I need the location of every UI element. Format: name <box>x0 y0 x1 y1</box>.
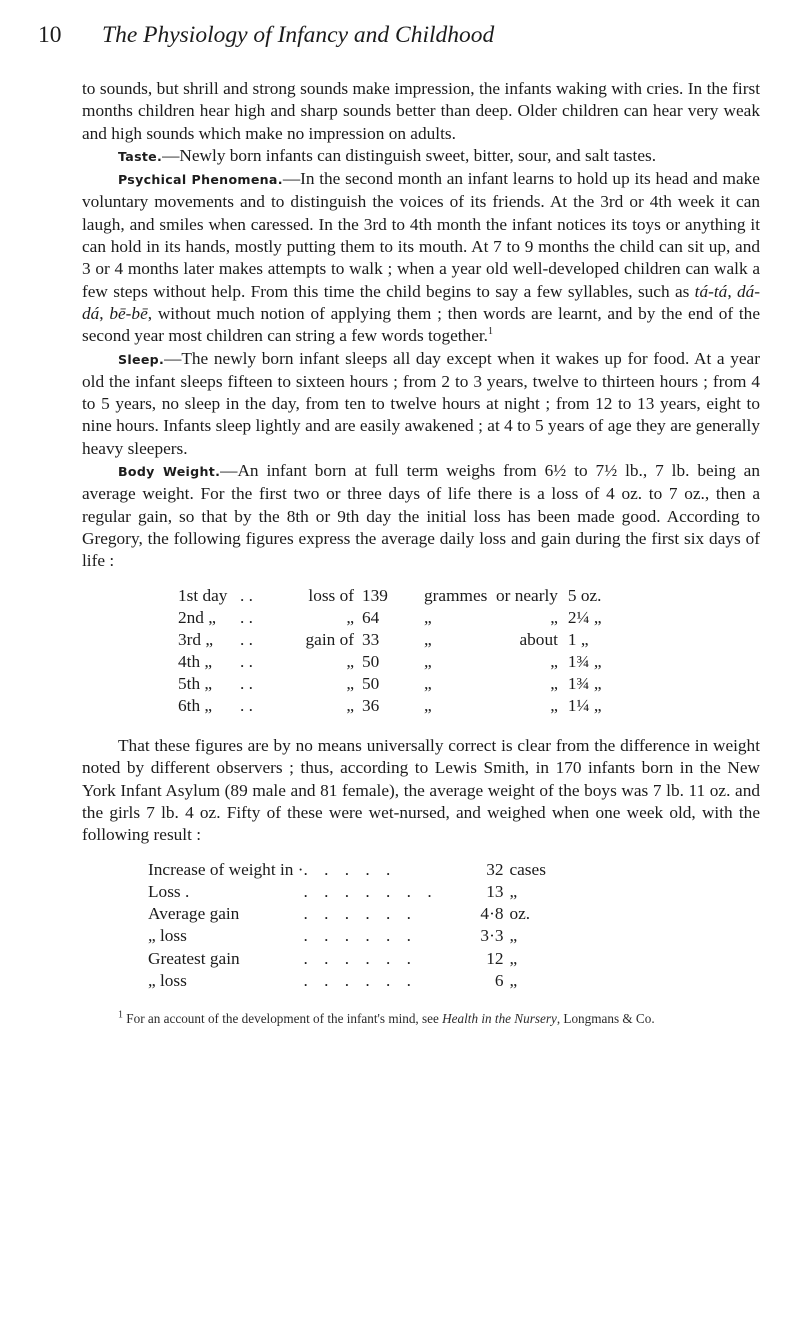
grammes-value: 64 <box>362 607 380 627</box>
change-label: „ <box>346 607 354 627</box>
table-row <box>178 585 608 607</box>
day-cell: 4th „ <box>178 651 213 671</box>
result-value: 6 <box>494 971 504 991</box>
result-label: Increase of weight in · <box>148 859 304 879</box>
result-unit: oz. <box>509 904 531 924</box>
table-row <box>178 629 608 651</box>
grammes-value: 36 <box>362 696 380 715</box>
day-cell: 5th „ <box>178 673 213 693</box>
leader-dots: . . . . . . <box>303 904 417 924</box>
paragraph-hearing: to sounds, but shrill and strong sounds make impression, the infants waking with cries. In the first months children hear high and sharp sounds better than deep. Older children can hear very weak and high sounds which make no impression on adults. <box>82 79 760 143</box>
ounces-value: 5 oz. <box>567 585 602 605</box>
result-unit: „ <box>509 926 518 946</box>
leader-dots: . . . . . . <box>303 948 417 968</box>
side-heading-sleep: Sleep. <box>118 351 165 367</box>
syllable-ta-ta: tá-tá <box>694 281 728 301</box>
change-label: „ <box>346 696 354 715</box>
change-label: „ <box>346 673 354 693</box>
leader-dots: . . . . . . <box>303 971 417 991</box>
wet-nursed-result-table <box>148 859 569 993</box>
grammes-value: 33 <box>362 629 380 649</box>
ounces-value: 1¼ „ <box>567 696 602 715</box>
leader-dots: . . . . . <box>303 859 397 879</box>
grammes-unit: „ <box>424 651 432 671</box>
leader-dots: . . . . . . . <box>303 881 438 901</box>
approx-label: „ <box>550 696 558 715</box>
side-heading-body-weight: Body Weight. <box>118 464 221 480</box>
footnote-reference: 1 <box>487 326 493 338</box>
footnote-publisher: , Longmans & Co. <box>556 1011 655 1027</box>
sleep-text: —The newly born infant sleeps all day except when it wakes up for food. At a year old the infant sleeps fifteen to sixteen hours ; from 2 to 3 years, twelve to thirteen hours ; from 4 to 5 years, no sleep in the day, from ten to twelve hours at night ; from 12 to 13 years, eight to nine hours. Infants sleep lightly and are easily awakened ; at 4 to 5 years of age they are generally heavy sleepers. <box>82 348 760 458</box>
result-label: Loss . <box>148 881 190 901</box>
leader-dots: . . <box>240 607 253 627</box>
ounces-value: 2¼ „ <box>567 607 602 627</box>
running-header <box>38 20 760 50</box>
approx-label: „ <box>550 673 558 693</box>
taste-text: —Newly born infants can distinguish sweet, bitter, sour, and salt tastes. <box>162 145 657 165</box>
syllable-separator: , <box>99 303 110 323</box>
approx-label: or nearly <box>496 585 558 605</box>
footnote-book-title: Health in the Nursery <box>442 1011 557 1027</box>
day-cell: 3rd „ <box>178 629 214 649</box>
change-label: loss of <box>308 585 354 605</box>
approx-label: „ <box>550 651 558 671</box>
day-cell: 6th „ <box>178 696 213 715</box>
table-row <box>148 970 569 992</box>
side-heading-psychical: Psychical Phenomena. <box>118 172 283 188</box>
result-label: „ loss <box>148 926 187 946</box>
leader-dots: . . <box>240 585 253 605</box>
page-number: 10 <box>38 22 62 48</box>
result-value: 12 <box>486 948 504 968</box>
result-label: Greatest gain <box>148 948 240 968</box>
running-title: The Physiology of Infancy and Childhood <box>102 22 495 48</box>
body-weight-text: —An infant born at full term weighs from 6½ to 7½ lb., 7 lb. being an average weight. For the first two or three days of life there is a loss of 4 oz. to 7 oz., then a regular gain, so that by the 8th or 9th day the initial loss has been made good. According to Gregory, the following figures express the average daily loss and gain during the first six days of life : <box>82 461 760 571</box>
result-unit: „ <box>509 971 518 991</box>
paragraph-taste <box>82 145 760 168</box>
leader-dots: . . . . . . <box>303 926 417 946</box>
grammes-unit: „ <box>424 673 432 693</box>
day-cell: 2nd „ <box>178 607 216 627</box>
approx-label: „ <box>550 607 558 627</box>
change-label: gain of <box>305 629 354 649</box>
result-value: 4·8 <box>480 904 504 924</box>
table-row <box>148 859 569 881</box>
change-label: „ <box>346 651 354 671</box>
result-value: 3·3 <box>480 926 504 946</box>
day-cell: 1st day <box>178 585 228 605</box>
syllable-da-da: dá-dá <box>82 281 761 323</box>
ounces-value: 1¾ „ <box>567 673 602 693</box>
result-value: 13 <box>486 881 504 901</box>
table-row <box>148 903 569 925</box>
table-row <box>178 651 608 673</box>
result-unit: „ <box>509 881 518 901</box>
ounces-value: 1¾ „ <box>567 651 602 671</box>
leader-dots: . . <box>240 629 253 649</box>
approx-label: about <box>519 629 558 649</box>
grammes-unit: „ <box>424 696 432 715</box>
grammes-unit: „ <box>424 629 432 649</box>
table-row <box>178 673 608 695</box>
leader-dots: . . <box>240 651 253 671</box>
footnote <box>82 1010 760 1028</box>
paragraph-sleep <box>82 348 760 460</box>
daily-weight-table <box>178 585 608 718</box>
syllable-separator: , <box>727 281 737 301</box>
footnote-text: For an account of the development of the infant's mind, see <box>126 1011 443 1027</box>
table-row <box>178 607 608 629</box>
table-row <box>148 881 569 903</box>
side-heading-taste: Taste. <box>118 148 163 164</box>
result-value: 32 <box>486 859 504 879</box>
psychical-text-2: , without much notion of applying them ; then words are learnt, and by the end of the second year most children can string a few words together. <box>82 303 760 346</box>
table-row <box>148 925 569 947</box>
paragraph-psychical <box>82 168 760 347</box>
result-unit: cases <box>509 859 546 879</box>
grammes-unit: „ <box>424 607 432 627</box>
leader-dots: . . <box>240 673 253 693</box>
result-label: Average gain <box>148 904 240 924</box>
ounces-value: 1 „ <box>567 629 589 649</box>
syllable-be-be: bē-bē <box>109 303 148 323</box>
grammes-value: 50 <box>362 651 380 671</box>
psychical-text-1: —In the second month an infant learns to hold up its head and make voluntary movements and to distinguish the voices of its friends. At the 3rd or 4th week it can laugh, and smiles when caressed. In the 3rd to 4th month the infant notices its toys or anything it can hold in its hands, mostly putting them to its mouth. At 7 to 9 months the child can sit up, and 3 or 4 months later makes attempts to walk ; when a year old well-developed children can walk a few steps without help. From this time the child begins to say a few syllables, such as <box>82 169 760 301</box>
grammes-unit: grammes <box>424 585 488 605</box>
leader-dots: . . <box>240 696 253 715</box>
grammes-value: 50 <box>362 673 380 693</box>
page-body <box>82 78 760 1028</box>
paragraph-lewis-smith: That these figures are by no means universally correct is clear from the difference in weight noted by different observers ; thus, according to Lewis Smith, in 170 infants born in the New York Infant Asylum (89 male and 81 female), the average weight of the boys was 7 lb. 11 oz. and the girls 7 lb. 4 oz. Fifty of these were wet-nursed, and weighed when one week old, with the following result : <box>82 736 760 845</box>
paragraph-body-weight <box>82 460 760 572</box>
grammes-value: 139 <box>362 585 388 605</box>
table-row <box>148 948 569 970</box>
result-unit: „ <box>509 948 518 968</box>
footnote-mark: 1 <box>118 1009 123 1021</box>
table-row <box>178 695 608 717</box>
result-label: „ loss <box>148 971 187 991</box>
